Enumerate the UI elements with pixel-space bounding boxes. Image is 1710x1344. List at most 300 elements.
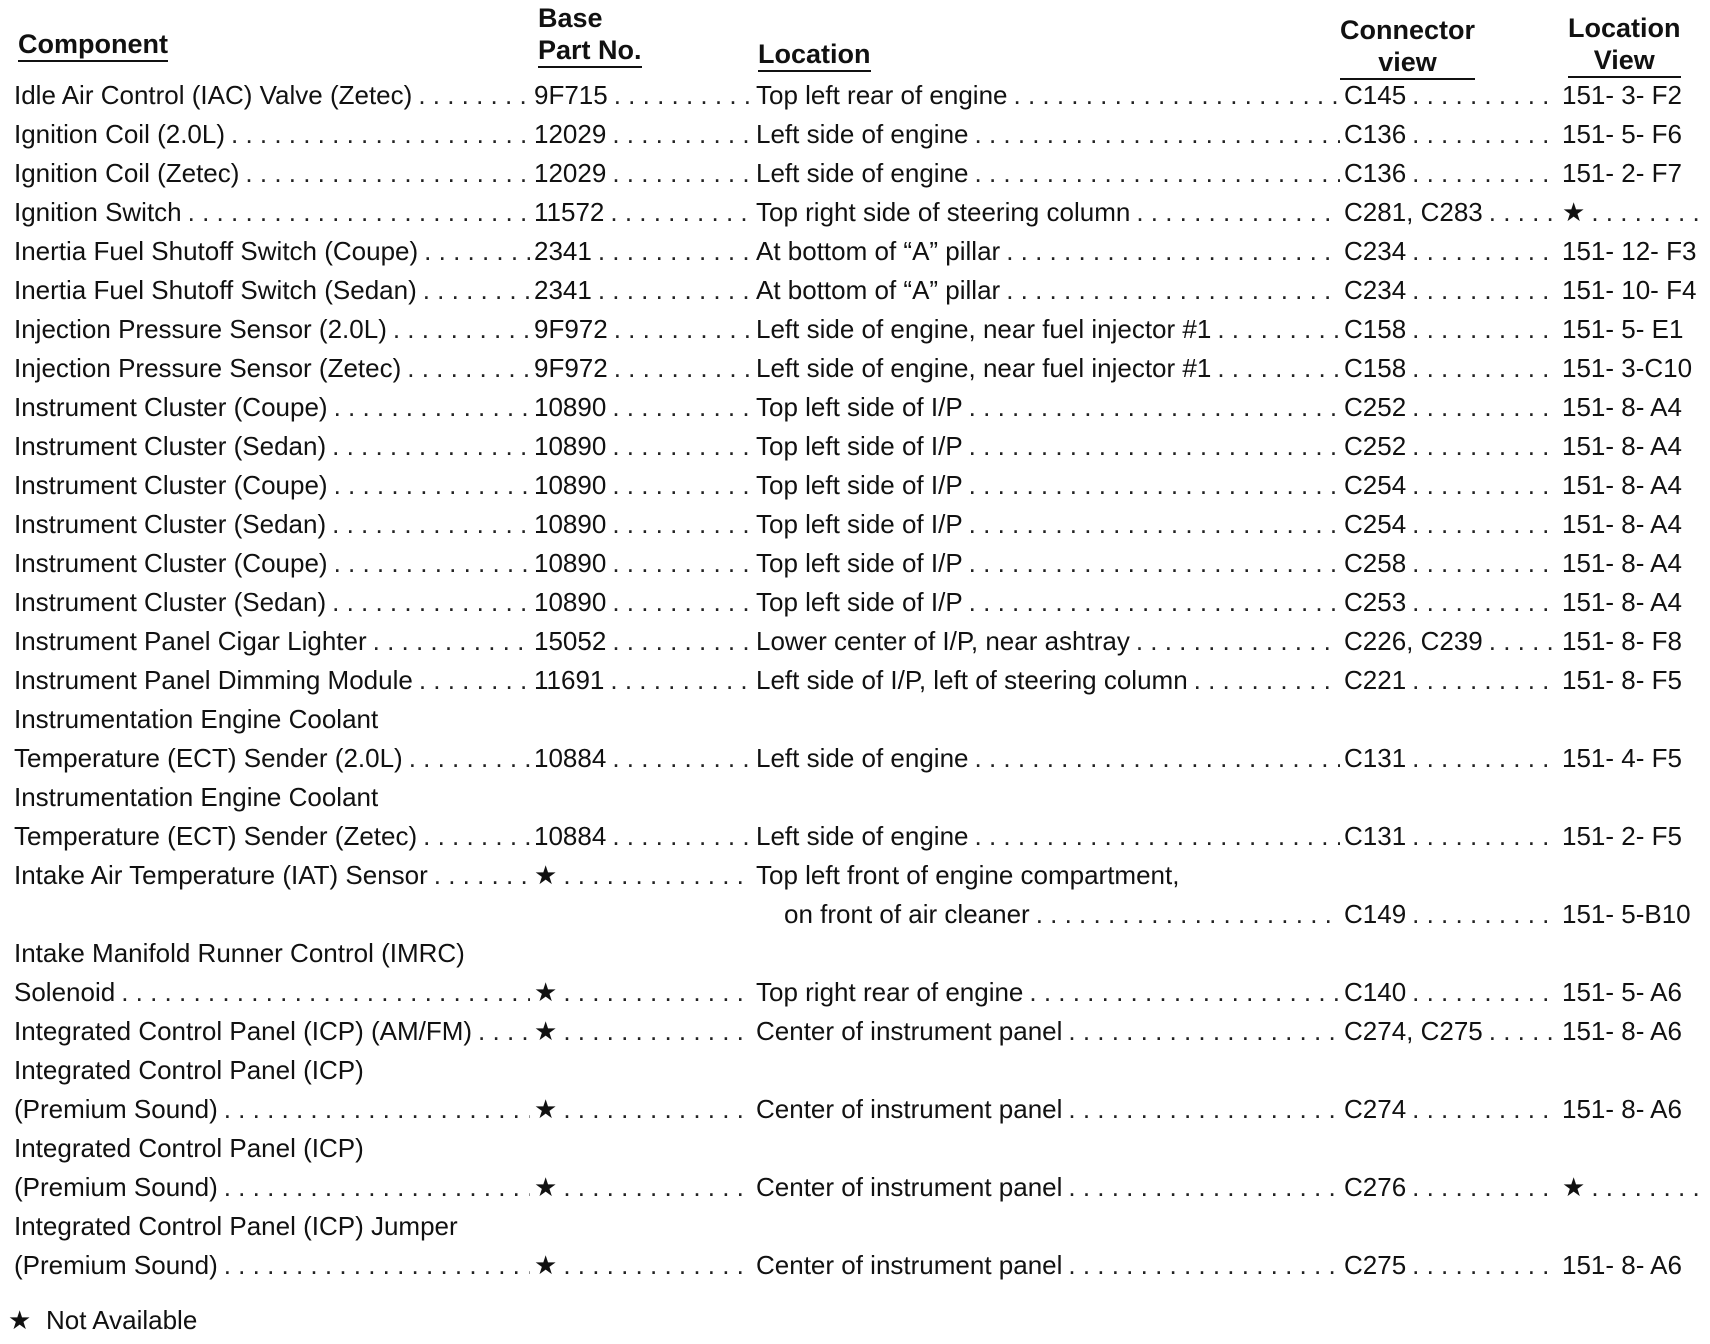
header-locview-line2: View bbox=[1568, 44, 1681, 78]
view-text: ★ bbox=[1562, 197, 1586, 227]
dot-leader bbox=[1412, 310, 1558, 349]
conn-text: C158 bbox=[1344, 314, 1407, 344]
table-row bbox=[0, 388, 1710, 427]
dot-leader bbox=[1068, 1012, 1340, 1051]
header-location bbox=[758, 38, 871, 72]
loc-text: Left side of engine bbox=[756, 119, 969, 149]
table-row bbox=[0, 934, 1710, 973]
dot-leader bbox=[1412, 154, 1558, 193]
table-row bbox=[0, 661, 1710, 700]
view-text: 151- 3- F2 bbox=[1562, 80, 1682, 110]
dot-leader bbox=[563, 1168, 752, 1207]
part-text: 10890 bbox=[534, 548, 607, 578]
cell-view bbox=[1562, 232, 1710, 271]
part-text: 12029 bbox=[534, 119, 607, 149]
cell-view bbox=[1562, 739, 1710, 778]
dot-leader bbox=[612, 817, 752, 856]
cell-comp bbox=[0, 661, 534, 700]
part-text: 10890 bbox=[534, 509, 607, 539]
cell-comp bbox=[0, 1129, 534, 1168]
dot-leader bbox=[1068, 1168, 1340, 1207]
conn-text: C274 bbox=[1344, 1094, 1407, 1124]
dot-leader bbox=[1412, 505, 1558, 544]
dot-leader bbox=[612, 544, 752, 583]
cell-loc bbox=[756, 349, 1344, 388]
cell-conn bbox=[1344, 193, 1562, 232]
dot-leader bbox=[418, 76, 530, 115]
cell-view bbox=[1562, 895, 1710, 934]
cell-loc bbox=[756, 193, 1344, 232]
conn-text: C234 bbox=[1344, 236, 1407, 266]
loc-text: At bottom of “A” pillar bbox=[756, 275, 1001, 305]
loc-text: Top right side of steering column bbox=[756, 197, 1131, 227]
view-text: 151- 10- F4 bbox=[1562, 275, 1697, 305]
dot-leader bbox=[1412, 583, 1558, 622]
comp-text: Instrument Cluster (Sedan) bbox=[14, 509, 327, 539]
part-text: ★ bbox=[534, 977, 558, 1007]
dot-leader bbox=[478, 1012, 530, 1051]
dot-leader bbox=[612, 505, 752, 544]
dot-leader bbox=[612, 154, 752, 193]
loc-text: Lower center of I/P, near ashtray bbox=[756, 626, 1130, 656]
loc-text: Top left side of I/P bbox=[756, 587, 963, 617]
loc-text: Left side of engine bbox=[756, 821, 969, 851]
cell-view bbox=[1562, 1168, 1710, 1207]
table-row bbox=[0, 232, 1710, 271]
cell-view bbox=[1562, 1246, 1710, 1285]
dot-leader bbox=[407, 349, 530, 388]
cell-comp bbox=[0, 427, 534, 466]
cell-comp bbox=[0, 310, 534, 349]
conn-text: C131 bbox=[1344, 743, 1407, 773]
dot-leader bbox=[1412, 1246, 1558, 1285]
cell-conn bbox=[1344, 76, 1562, 115]
view-text: 151- 8- A4 bbox=[1562, 392, 1682, 422]
comp-text: Ignition Coil (Zetec) bbox=[14, 158, 240, 188]
cell-comp bbox=[0, 232, 534, 271]
cell-conn bbox=[1344, 1168, 1562, 1207]
dot-leader bbox=[1412, 1090, 1558, 1129]
dot-leader bbox=[334, 388, 530, 427]
table-row bbox=[0, 310, 1710, 349]
cell-conn bbox=[1344, 1246, 1562, 1285]
dot-leader bbox=[1068, 1246, 1340, 1285]
cell-loc bbox=[756, 1090, 1344, 1129]
cell-part bbox=[534, 1012, 756, 1051]
table-row bbox=[0, 1051, 1710, 1090]
table-row bbox=[0, 115, 1710, 154]
cell-view bbox=[1562, 388, 1710, 427]
cell-loc bbox=[756, 934, 1344, 973]
dot-leader bbox=[1489, 193, 1558, 232]
cell-loc bbox=[756, 895, 1344, 934]
dot-leader bbox=[612, 622, 752, 661]
comp-text: Temperature (ECT) Sender (2.0L) bbox=[14, 743, 403, 773]
dot-leader bbox=[423, 817, 530, 856]
cell-view bbox=[1562, 466, 1710, 505]
header-part-no bbox=[538, 2, 642, 68]
comp-text: Integrated Control Panel (ICP) Jumper bbox=[14, 1211, 458, 1241]
cell-part bbox=[534, 232, 756, 271]
loc-text: Top left side of I/P bbox=[756, 509, 963, 539]
cell-comp bbox=[0, 895, 534, 934]
cell-loc bbox=[756, 115, 1344, 154]
dot-leader bbox=[332, 427, 530, 466]
cell-conn bbox=[1344, 700, 1562, 739]
loc-text: Top right rear of engine bbox=[756, 977, 1024, 1007]
cell-part bbox=[534, 154, 756, 193]
dot-leader bbox=[334, 466, 530, 505]
header-location-label: Location bbox=[758, 38, 871, 72]
view-text: 151- 4- F5 bbox=[1562, 743, 1682, 773]
comp-text: Solenoid bbox=[14, 977, 116, 1007]
component-table bbox=[0, 76, 1710, 1285]
table-row bbox=[0, 427, 1710, 466]
table-row bbox=[0, 76, 1710, 115]
cell-part bbox=[534, 856, 756, 895]
part-text: ★ bbox=[534, 1016, 558, 1046]
comp-text: Instrument Cluster (Sedan) bbox=[14, 587, 327, 617]
dot-leader bbox=[614, 310, 752, 349]
conn-text: C252 bbox=[1344, 392, 1407, 422]
header-connector-line2: view bbox=[1340, 46, 1475, 80]
part-text: 15052 bbox=[534, 626, 607, 656]
part-text: 11572 bbox=[534, 197, 605, 227]
header-part-line1: Base bbox=[538, 3, 603, 33]
dot-leader bbox=[1412, 349, 1558, 388]
view-text: 151- 8- A4 bbox=[1562, 548, 1682, 578]
dot-leader bbox=[969, 388, 1340, 427]
cell-view bbox=[1562, 973, 1710, 1012]
dot-leader bbox=[1412, 115, 1558, 154]
cell-conn bbox=[1344, 778, 1562, 817]
header-locview-line1: Location bbox=[1568, 13, 1681, 43]
comp-text: Integrated Control Panel (ICP) (AM/FM) bbox=[14, 1016, 473, 1046]
dot-leader bbox=[1136, 622, 1340, 661]
cell-part bbox=[534, 466, 756, 505]
cell-conn bbox=[1344, 310, 1562, 349]
conn-text: C145 bbox=[1344, 80, 1407, 110]
cell-conn bbox=[1344, 1129, 1562, 1168]
footnote bbox=[8, 1302, 197, 1338]
cell-view bbox=[1562, 193, 1710, 232]
cell-view bbox=[1562, 1207, 1710, 1246]
cell-comp bbox=[0, 466, 534, 505]
comp-text: Inertia Fuel Shutoff Switch (Coupe) bbox=[14, 236, 419, 266]
cell-conn bbox=[1344, 895, 1562, 934]
comp-text: Injection Pressure Sensor (Zetec) bbox=[14, 353, 402, 383]
comp-text: Instrument Cluster (Coupe) bbox=[14, 392, 328, 422]
footnote-text: Not Available bbox=[46, 1305, 198, 1335]
view-text: 151- 8- A4 bbox=[1562, 509, 1682, 539]
cell-part bbox=[534, 505, 756, 544]
cell-comp bbox=[0, 544, 534, 583]
cell-view bbox=[1562, 856, 1710, 895]
dot-leader bbox=[419, 661, 530, 700]
cell-loc bbox=[756, 388, 1344, 427]
table-row bbox=[0, 1090, 1710, 1129]
part-text: ★ bbox=[534, 860, 558, 890]
cell-comp bbox=[0, 817, 534, 856]
dot-leader bbox=[1412, 232, 1558, 271]
comp-text: Ignition Coil (2.0L) bbox=[14, 119, 225, 149]
cell-part bbox=[534, 349, 756, 388]
dot-leader bbox=[969, 583, 1340, 622]
cell-comp bbox=[0, 1246, 534, 1285]
comp-text: Inertia Fuel Shutoff Switch (Sedan) bbox=[14, 275, 417, 305]
dot-leader bbox=[1006, 271, 1340, 310]
cell-part bbox=[534, 1129, 756, 1168]
view-text: 151- 8- A6 bbox=[1562, 1016, 1682, 1046]
dot-leader bbox=[409, 739, 530, 778]
cell-loc bbox=[756, 973, 1344, 1012]
part-text: 10890 bbox=[534, 392, 607, 422]
cell-view bbox=[1562, 661, 1710, 700]
table-row bbox=[0, 349, 1710, 388]
comp-text: Ignition Switch bbox=[14, 197, 182, 227]
dot-leader bbox=[1412, 895, 1558, 934]
loc-text: Left side of engine bbox=[756, 158, 969, 188]
conn-text: C221 bbox=[1344, 665, 1407, 695]
cell-conn bbox=[1344, 154, 1562, 193]
cell-loc bbox=[756, 544, 1344, 583]
comp-text: Instrument Panel Cigar Lighter bbox=[14, 626, 367, 656]
cell-view bbox=[1562, 934, 1710, 973]
dot-leader bbox=[969, 427, 1340, 466]
header-connector-view bbox=[1340, 14, 1475, 80]
cell-view bbox=[1562, 1051, 1710, 1090]
dot-leader bbox=[332, 583, 530, 622]
cell-view bbox=[1562, 583, 1710, 622]
cell-comp bbox=[0, 388, 534, 427]
comp-text: Temperature (ECT) Sender (Zetec) bbox=[14, 821, 418, 851]
comp-text: Idle Air Control (IAC) Valve (Zetec) bbox=[14, 80, 413, 110]
dot-leader bbox=[975, 817, 1341, 856]
cell-view bbox=[1562, 76, 1710, 115]
dot-leader bbox=[563, 973, 752, 1012]
conn-text: C136 bbox=[1344, 119, 1407, 149]
dot-leader bbox=[1591, 1168, 1706, 1207]
part-text: ★ bbox=[534, 1250, 558, 1280]
table-row bbox=[0, 1012, 1710, 1051]
dot-leader bbox=[1136, 193, 1340, 232]
cell-conn bbox=[1344, 622, 1562, 661]
cell-part bbox=[534, 76, 756, 115]
cell-part bbox=[534, 1168, 756, 1207]
star-icon: ★ bbox=[8, 1305, 32, 1335]
table-row bbox=[0, 271, 1710, 310]
cell-part bbox=[534, 973, 756, 1012]
cell-part bbox=[534, 1090, 756, 1129]
dot-leader bbox=[334, 544, 530, 583]
conn-text: C281, C283 bbox=[1344, 197, 1483, 227]
conn-text: C275 bbox=[1344, 1250, 1407, 1280]
loc-text: Center of instrument panel bbox=[756, 1016, 1063, 1046]
loc-text: Left side of engine, near fuel injector #1 bbox=[756, 314, 1212, 344]
view-text: 151- 8- F5 bbox=[1562, 665, 1682, 695]
cell-part bbox=[534, 739, 756, 778]
cell-conn bbox=[1344, 1090, 1562, 1129]
cell-comp bbox=[0, 193, 534, 232]
table-row bbox=[0, 1246, 1710, 1285]
conn-text: C254 bbox=[1344, 470, 1407, 500]
cell-conn bbox=[1344, 661, 1562, 700]
cell-part bbox=[534, 310, 756, 349]
dot-leader bbox=[1412, 544, 1558, 583]
conn-text: C226, C239 bbox=[1344, 626, 1483, 656]
cell-part bbox=[534, 778, 756, 817]
dot-leader bbox=[1412, 1168, 1558, 1207]
cell-comp bbox=[0, 271, 534, 310]
table-row bbox=[0, 895, 1710, 934]
conn-text: C274, C275 bbox=[1344, 1016, 1483, 1046]
table-row bbox=[0, 1207, 1710, 1246]
cell-view bbox=[1562, 427, 1710, 466]
cell-part bbox=[534, 895, 756, 934]
dot-leader bbox=[224, 1246, 530, 1285]
cell-view bbox=[1562, 622, 1710, 661]
dot-leader bbox=[1029, 973, 1340, 1012]
dot-leader bbox=[1412, 76, 1558, 115]
dot-leader bbox=[1068, 1090, 1340, 1129]
cell-comp bbox=[0, 115, 534, 154]
cell-part bbox=[534, 427, 756, 466]
dot-leader bbox=[1217, 349, 1340, 388]
cell-conn bbox=[1344, 271, 1562, 310]
cell-conn bbox=[1344, 232, 1562, 271]
comp-text: Intake Air Temperature (IAT) Sensor bbox=[14, 860, 428, 890]
loc-text: Center of instrument panel bbox=[756, 1172, 1063, 1202]
part-text: ★ bbox=[534, 1172, 558, 1202]
dot-leader bbox=[563, 1246, 752, 1285]
cell-conn bbox=[1344, 739, 1562, 778]
cell-part bbox=[534, 622, 756, 661]
table-row bbox=[0, 544, 1710, 583]
comp-text: Instrument Panel Dimming Module bbox=[14, 665, 413, 695]
part-text: 10890 bbox=[534, 587, 607, 617]
view-text: 151- 3-C10 bbox=[1562, 353, 1693, 383]
dot-leader bbox=[975, 739, 1341, 778]
dot-leader bbox=[614, 76, 752, 115]
dot-leader bbox=[1412, 739, 1558, 778]
dot-leader bbox=[1006, 232, 1340, 271]
dot-leader bbox=[1412, 973, 1558, 1012]
cell-loc bbox=[756, 817, 1344, 856]
cell-loc bbox=[756, 700, 1344, 739]
cell-part bbox=[534, 544, 756, 583]
cell-comp bbox=[0, 739, 534, 778]
dot-leader bbox=[975, 154, 1341, 193]
cell-conn bbox=[1344, 388, 1562, 427]
dot-leader bbox=[1217, 310, 1340, 349]
dot-leader bbox=[612, 388, 752, 427]
cell-part bbox=[534, 115, 756, 154]
cell-conn bbox=[1344, 544, 1562, 583]
cell-conn bbox=[1344, 505, 1562, 544]
dot-leader bbox=[612, 466, 752, 505]
cell-comp bbox=[0, 973, 534, 1012]
cell-part bbox=[534, 1051, 756, 1090]
header-location-view bbox=[1568, 12, 1681, 78]
cell-view bbox=[1562, 154, 1710, 193]
comp-text: (Premium Sound) bbox=[14, 1094, 218, 1124]
table-row bbox=[0, 1168, 1710, 1207]
dot-leader bbox=[121, 973, 530, 1012]
comp-text: Injection Pressure Sensor (2.0L) bbox=[14, 314, 387, 344]
cell-loc bbox=[756, 1168, 1344, 1207]
view-text: 151- 8- A4 bbox=[1562, 431, 1682, 461]
comp-text: Instrument Cluster (Coupe) bbox=[14, 470, 328, 500]
cell-comp bbox=[0, 1090, 534, 1129]
dot-leader bbox=[610, 661, 752, 700]
cell-loc bbox=[756, 310, 1344, 349]
cell-view bbox=[1562, 544, 1710, 583]
cell-part bbox=[534, 817, 756, 856]
part-text: 10890 bbox=[534, 470, 607, 500]
loc-text: At bottom of “A” pillar bbox=[756, 236, 1001, 266]
view-text: 151- 5- F6 bbox=[1562, 119, 1682, 149]
view-text: 151- 2- F5 bbox=[1562, 821, 1682, 851]
cell-conn bbox=[1344, 1207, 1562, 1246]
view-text: 151- 2- F7 bbox=[1562, 158, 1682, 188]
table-row bbox=[0, 856, 1710, 895]
comp-text: (Premium Sound) bbox=[14, 1172, 218, 1202]
cell-loc bbox=[756, 154, 1344, 193]
conn-text: C149 bbox=[1344, 899, 1407, 929]
cell-comp bbox=[0, 856, 534, 895]
table-row bbox=[0, 739, 1710, 778]
dot-leader bbox=[563, 1012, 752, 1051]
cell-part bbox=[534, 934, 756, 973]
part-text: 9F715 bbox=[534, 80, 608, 110]
cell-loc bbox=[756, 271, 1344, 310]
dot-leader bbox=[610, 193, 752, 232]
dot-leader bbox=[1489, 1012, 1558, 1051]
dot-leader bbox=[969, 544, 1340, 583]
cell-view bbox=[1562, 271, 1710, 310]
comp-text: Integrated Control Panel (ICP) bbox=[14, 1055, 364, 1085]
loc-text: on front of air cleaner bbox=[784, 899, 1030, 929]
cell-conn bbox=[1344, 817, 1562, 856]
cell-loc bbox=[756, 583, 1344, 622]
conn-text: C136 bbox=[1344, 158, 1407, 188]
loc-text: Top left side of I/P bbox=[756, 470, 963, 500]
cell-view bbox=[1562, 778, 1710, 817]
cell-loc bbox=[756, 505, 1344, 544]
cell-conn bbox=[1344, 115, 1562, 154]
dot-leader bbox=[224, 1168, 530, 1207]
cell-loc bbox=[756, 1051, 1344, 1090]
conn-text: C258 bbox=[1344, 548, 1407, 578]
dot-leader bbox=[1412, 388, 1558, 427]
part-text: 9F972 bbox=[534, 353, 608, 383]
cell-loc bbox=[756, 427, 1344, 466]
loc-text: Left side of engine bbox=[756, 743, 969, 773]
loc-text: Top left rear of engine bbox=[756, 80, 1008, 110]
cell-loc bbox=[756, 76, 1344, 115]
table-row bbox=[0, 778, 1710, 817]
cell-loc bbox=[756, 739, 1344, 778]
conn-text: C234 bbox=[1344, 275, 1407, 305]
conn-text: C276 bbox=[1344, 1172, 1407, 1202]
view-text: 151- 8- F8 bbox=[1562, 626, 1682, 656]
table-row bbox=[0, 817, 1710, 856]
view-text: 151- 12- F3 bbox=[1562, 236, 1697, 266]
cell-comp bbox=[0, 154, 534, 193]
cell-part bbox=[534, 388, 756, 427]
part-text: 11691 bbox=[534, 665, 605, 695]
dot-leader bbox=[612, 427, 752, 466]
